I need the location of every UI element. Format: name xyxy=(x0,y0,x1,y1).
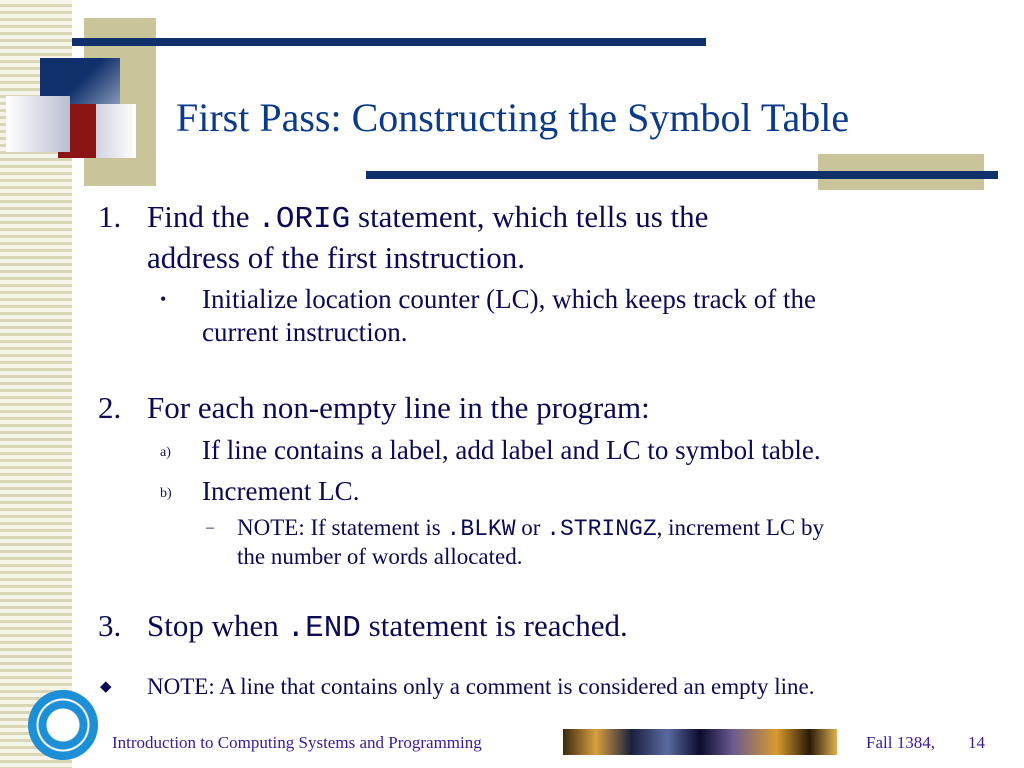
item-1-bullet: • xyxy=(160,289,167,309)
final-note: NOTE: A line that contains only a comment is considered an empty line. xyxy=(147,674,815,699)
item-2-note xyxy=(237,514,997,571)
item-1-line-2: address of the first instruction. xyxy=(147,240,525,275)
item-1-number: 1. xyxy=(98,199,122,234)
item-1-text-a: Find the xyxy=(147,199,258,234)
item-2-text: For each non-empty line in the program: xyxy=(147,390,650,425)
space-images-banner xyxy=(563,729,837,755)
navy-line-right xyxy=(366,171,998,179)
item-2b-marker: b) xyxy=(160,486,172,501)
item-3-text xyxy=(147,607,628,648)
item-1-text xyxy=(147,198,947,277)
item-2-number: 2. xyxy=(98,390,122,425)
note-line-2: the number of words allocated. xyxy=(237,544,523,569)
item-3-text-a: Stop when xyxy=(147,608,287,643)
blkw-code: .BLKW xyxy=(446,516,516,542)
page-number: 14 xyxy=(968,733,985,752)
slide-title: First Pass: Constructing the Symbol Table xyxy=(176,95,850,140)
item-3-text-b: statement is reached. xyxy=(360,608,628,643)
footer-term: Fall 1384, xyxy=(866,733,935,752)
item-1-sub-line-1: Initialize location counter (LC), which keeps track of the xyxy=(202,284,817,314)
university-seal-icon xyxy=(28,690,98,760)
gradient-square-right xyxy=(96,104,136,158)
stringz-code: .STRINGZ xyxy=(546,516,657,542)
note-dash: – xyxy=(206,519,214,536)
note-line-1 xyxy=(237,514,997,543)
item-1-sub-line-2: current instruction. xyxy=(202,317,408,347)
item-2a-text: If line contains a label, add label and LC to symbol table. xyxy=(202,435,821,465)
item-1-line-1 xyxy=(147,198,947,239)
note-text-c: , increment LC by xyxy=(656,515,824,540)
gradient-square-left xyxy=(6,96,70,152)
orig-code: .ORIG xyxy=(257,202,351,237)
note-text-b: or xyxy=(515,515,547,540)
item-2a-marker: a) xyxy=(160,445,171,460)
item-3-number: 3. xyxy=(98,608,122,643)
item-1-text-b: statement, which tells us the xyxy=(350,199,709,234)
diamond-bullet-icon: ◆ xyxy=(100,679,112,695)
footer-course: Introduction to Computing Systems and Programming xyxy=(112,733,482,752)
end-code: .END xyxy=(286,611,361,646)
navy-line-top xyxy=(72,38,706,46)
note-text-a: NOTE: If statement is xyxy=(237,515,447,540)
item-1-sub xyxy=(202,283,1002,349)
item-2b-text: Increment LC. xyxy=(202,476,360,506)
